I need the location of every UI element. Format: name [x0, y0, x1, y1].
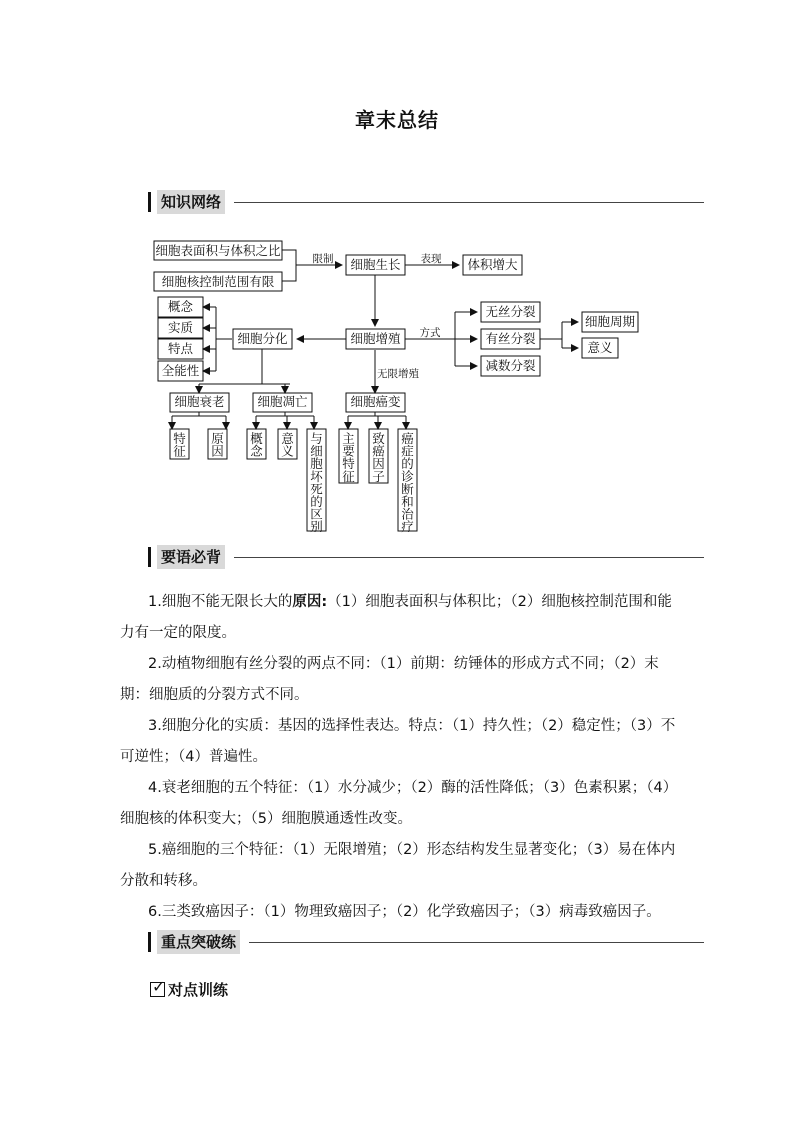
section-rule [234, 557, 704, 558]
point-number: 5. [148, 842, 162, 858]
box-mitosis: 有丝分裂 [485, 331, 536, 346]
section-header-key-points [148, 545, 704, 569]
section-rule [249, 942, 704, 943]
section-bar [148, 932, 151, 952]
point-number: 6. [148, 904, 162, 920]
label-mode: 方式 [419, 327, 441, 339]
box-aging-causes: 原因 [211, 431, 224, 459]
box-amitosis: 无丝分裂 [485, 304, 536, 319]
section-header-practice [148, 930, 704, 954]
box-surface-ratio: 细胞表面积与体积之比 [155, 243, 281, 258]
section-bar [148, 547, 151, 567]
box-significance: 意义 [587, 340, 613, 355]
section-label: 重点突破练 [157, 930, 240, 954]
box-volume-increase: 体积增大 [467, 257, 518, 272]
key-point-3 [120, 711, 676, 773]
point-text: 癌细胞的三个特征：（1）无限增殖；（2）形态结构发生显著变化；（3）易在体内分散和转移。 [120, 842, 676, 889]
point-number: 2. [148, 656, 162, 672]
key-point-6 [120, 897, 676, 928]
box-diff-essence: 实质 [167, 320, 194, 335]
box-cancer-factors: 致癌因子 [372, 431, 385, 484]
point-bold: 原因: [292, 594, 328, 610]
practice-heading-label: 对点训练 [168, 981, 229, 999]
box-cell-cancer: 细胞癌变 [350, 394, 401, 409]
box-cell-cycle: 细胞周期 [584, 314, 636, 329]
label-unlimited: 无限增殖 [377, 368, 419, 380]
box-cell-aging: 细胞衰老 [174, 394, 225, 409]
point-lead: 细胞不能无限长大的 [161, 594, 293, 610]
point-text: 衰老细胞的五个特征：（1）水分减少；（2）酶的活性降低；（3）色素积累；（4）细胞核的体积变大；（5）细胞膜通透性改变。 [120, 780, 670, 827]
point-text: 动植物细胞有丝分裂的两点不同：（1）前期：纺锤体的形成方式不同；（2）末期：细胞质的分裂方式不同。 [120, 656, 659, 703]
box-cancer-diagnosis: 癌症的诊断和治疗 [401, 431, 414, 535]
page-title: 章末总结 [355, 108, 439, 132]
section-label: 知识网络 [157, 190, 225, 214]
point-text: （1）细胞表面积与体积比；（2）细胞核控制范围和能力有一定的限度。 [120, 594, 672, 641]
point-number: 4. [148, 780, 162, 796]
point-text: 细胞分化的实质：基因的选择性表达。特点：（1）持久性；（2）稳定性；（3）不可逆性；（4）普遍性。 [120, 718, 676, 765]
box-diff-feature: 特点 [167, 341, 194, 356]
box-cell-proliferation: 细胞增殖 [350, 331, 401, 346]
key-point-1 [120, 587, 676, 649]
box-apop-vs-necrosis: 与细胞坏死的区别 [310, 431, 323, 535]
box-cell-differentiation: 细胞分化 [237, 331, 288, 346]
box-totipotency: 全能性 [161, 363, 200, 378]
box-apop-concept: 概念 [250, 431, 263, 459]
box-nucleus-range: 细胞核控制范围有限 [161, 274, 275, 289]
practice-heading [150, 979, 228, 1000]
box-diff-concept: 概念 [167, 299, 194, 314]
label-manifest: 表现 [420, 253, 442, 265]
box-cell-apoptosis: 细胞凋亡 [257, 394, 308, 409]
point-text: 三类致癌因子：（1）物理致癌因子；（2）化学致癌因子；（3）病毒致癌因子。 [161, 904, 661, 920]
point-number: 3. [148, 718, 162, 734]
section-label: 要语必背 [157, 545, 225, 569]
key-point-5 [120, 835, 676, 897]
box-apop-meaning: 意义 [281, 431, 294, 459]
point-number: 1. [148, 594, 162, 610]
label-limit: 限制 [312, 253, 334, 265]
key-point-2 [120, 649, 676, 711]
box-cell-growth: 细胞生长 [350, 257, 401, 272]
box-cancer-main: 主要特征 [342, 431, 355, 484]
box-meiosis: 减数分裂 [485, 358, 536, 373]
key-point-4 [120, 773, 676, 835]
checkbox-icon: ✓ [152, 977, 166, 996]
box-aging-features: 特征 [173, 431, 186, 459]
